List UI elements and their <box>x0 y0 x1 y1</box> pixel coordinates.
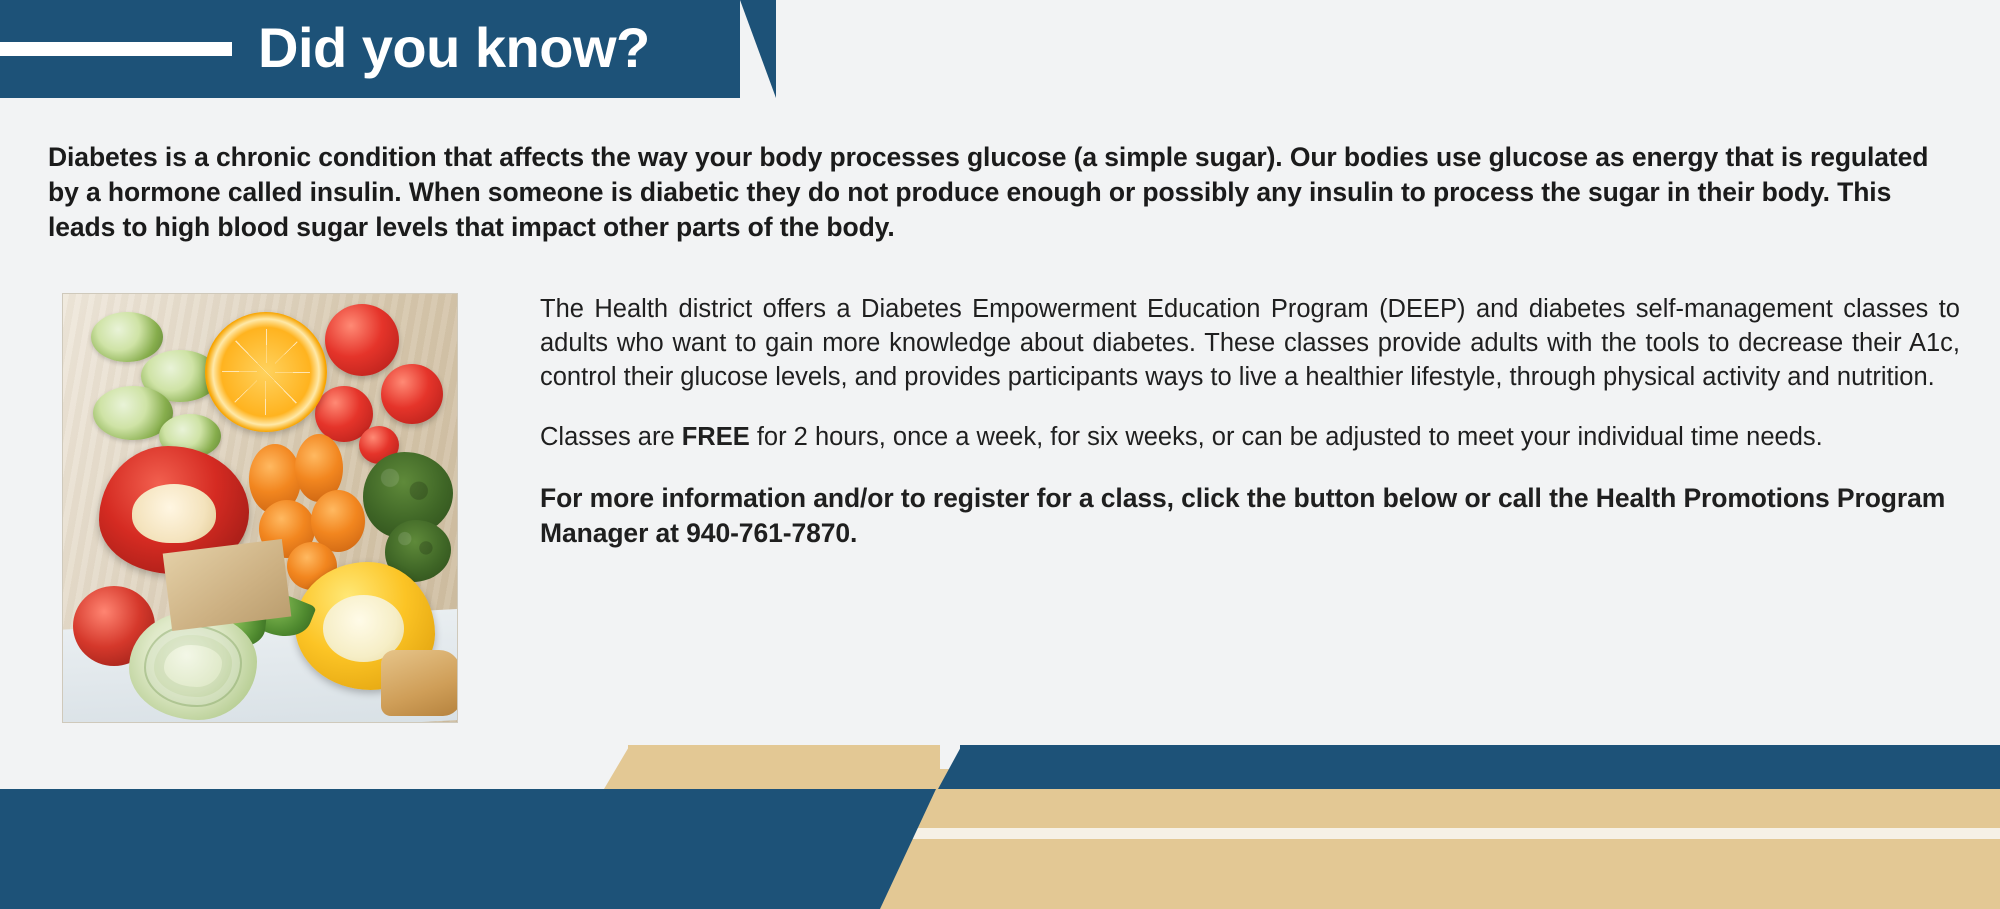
bread-icon <box>381 650 458 716</box>
tomato-icon <box>381 364 443 424</box>
sand-top-wedge-angle <box>604 745 630 789</box>
tomato-icon <box>325 304 399 376</box>
vegetables-photo <box>62 293 458 723</box>
free-emphasis: FREE <box>681 422 750 451</box>
navy-top-band-angle <box>938 745 962 789</box>
paragraph-2-tail: for 2 hours, once a week, for six weeks, or can be adjusted to meet your individual time needs. <box>749 422 1823 451</box>
cream-line <box>880 828 2000 839</box>
zucchini-slice-icon <box>91 312 163 362</box>
paragraph-2-lead: Classes are <box>540 422 682 451</box>
orange-slice-icon <box>205 312 327 432</box>
page-title: Did you know? <box>258 16 650 79</box>
intro-paragraph: Diabetes is a chronic condition that affects the way your body processes glucose (a simple sugar). Our bodies use glucose as energy that is regulated by a hormone called insulin. When someone is diabetic they do not produce enough or possibly any insulin to process the sugar in their body. This leads to high blood sugar levels that impact other parts of the body. <box>48 142 1929 242</box>
body-paragraph-1: The Health district offers a Diabetes Empowerment Education Program (DEEP) and diabetes self-management classes to adults who want to gain more knowledge about diabetes. These classes provide adults with the tools to decrease their A1c, control their glucose levels, and provides participants ways to live a healthier lifestyle, through physical activity and nutrition. <box>540 295 1960 391</box>
navy-top-band <box>960 745 2000 789</box>
sand-top-wedge <box>628 745 940 789</box>
body-paragraph-2 <box>540 421 1960 455</box>
body-paragraph-3: For more information and/or to register for a class, click the button below or call the Health Promotions Program Manager at 940-761-7870. <box>540 482 1946 548</box>
footer-decoration <box>0 749 2000 909</box>
body-text-column <box>540 293 1960 551</box>
navy-band <box>0 789 880 909</box>
header-band-angle <box>740 0 776 98</box>
header-accent-rule <box>0 42 232 56</box>
paper-bag-icon <box>163 539 292 631</box>
navy-band-angle <box>880 789 936 909</box>
